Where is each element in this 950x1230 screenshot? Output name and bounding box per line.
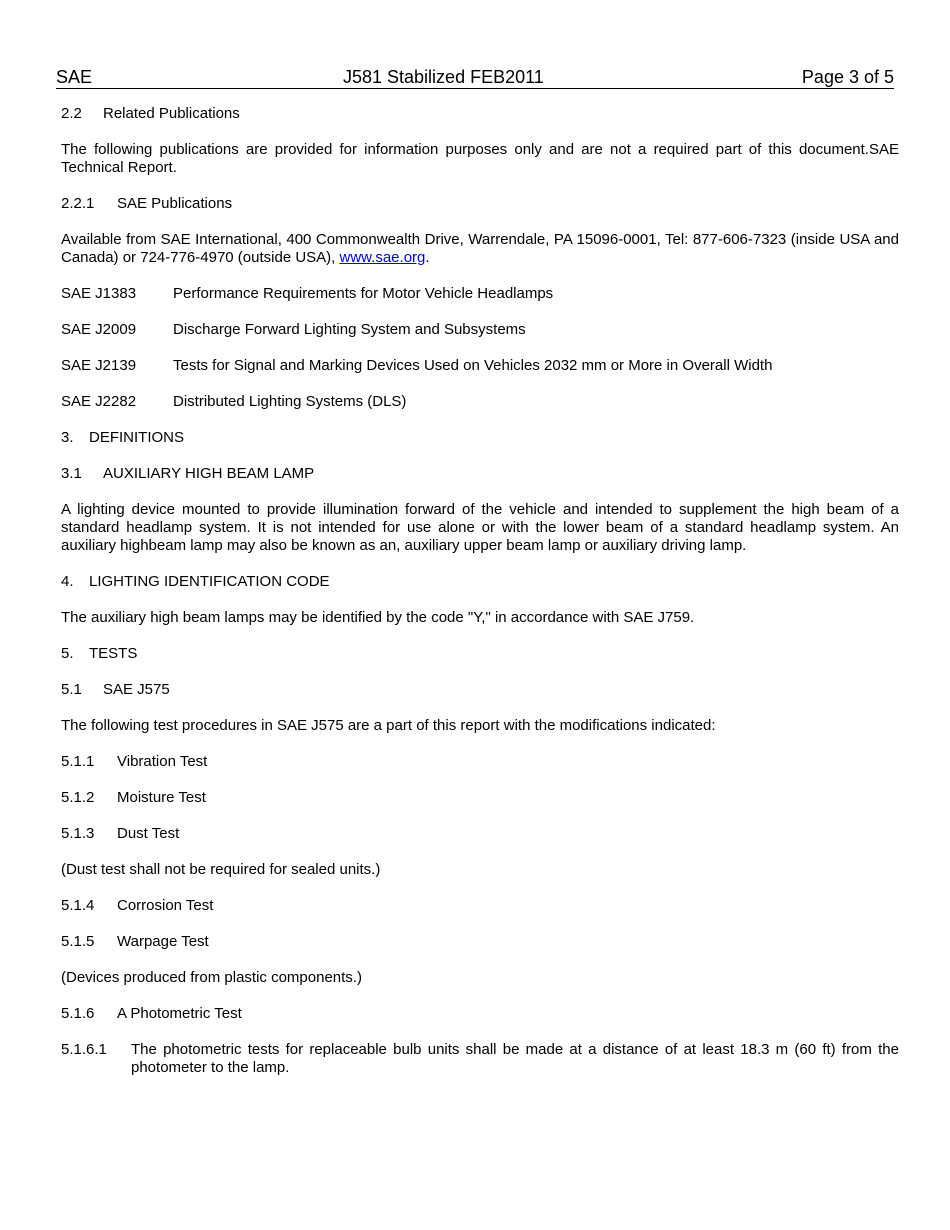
section-number: 5.1.1 [61, 753, 95, 770]
section-heading-5-1-1 [61, 753, 899, 771]
section-title: SAE J575 [103, 681, 170, 698]
reference-code: SAE J2282 [61, 393, 137, 410]
note-warpage-test: (Devices produced from plastic components.) [61, 969, 362, 986]
section-number: 2.2 [61, 105, 82, 122]
reference-code: SAE J2139 [61, 357, 137, 374]
paragraph-related-publications: The following publications are provided for information purposes only and are not a required part of this document.SAE Technical Report. [61, 141, 899, 176]
availability-end: . [425, 249, 430, 266]
section-heading-5-1-3 [61, 825, 899, 843]
section-number: 5.1 [61, 681, 82, 698]
header-doc-id: J581 Stabilized FEB2011 [343, 67, 544, 87]
paragraph-availability [61, 231, 899, 267]
reference-item [61, 321, 899, 339]
paragraph-auxiliary-lamp-definition: A lighting device mounted to provide illumination forward of the vehicle and intended to supplement the high beam of a standard headlamp system. It is not intended for use alone or with the lower beam of a standard headlamp system. An auxiliary highbeam lamp may also be known as an, auxiliary upper beam lamp or auxiliary driving lamp. [61, 501, 899, 554]
reference-title: Tests for Signal and Marking Devices Used on Vehicles 2032 mm or More in Overall Width [173, 357, 773, 374]
section-title: Warpage Test [117, 933, 209, 950]
section-number: 2.2.1 [61, 195, 95, 212]
section-number: 5.1.2 [61, 789, 95, 806]
section-heading-2-2-1 [61, 195, 899, 213]
paragraph-photometric-distance: The photometric tests for replaceable bulb units shall be made at a distance of at least 18.3 m (60 ft) from the photometer to the lamp. [131, 1041, 899, 1076]
section-number: 4. [61, 573, 74, 590]
reference-title: Discharge Forward Lighting System and Subsystems [173, 321, 526, 338]
section-heading-3 [61, 429, 899, 447]
reference-item [61, 285, 899, 303]
section-heading-2-2 [61, 105, 899, 123]
section-title: Corrosion Test [117, 897, 214, 914]
paragraph-identification-code: The auxiliary high beam lamps may be identified by the code "Y," in accordance with SAE J759. [61, 609, 695, 626]
document-body [61, 105, 899, 1077]
section-number: 5.1.6 [61, 1005, 95, 1022]
section-heading-5-1-2 [61, 789, 899, 807]
header-org: SAE [56, 67, 93, 87]
section-heading-4 [61, 573, 899, 591]
section-title: Vibration Test [117, 753, 208, 770]
section-number: 5.1.3 [61, 825, 95, 842]
reference-item [61, 393, 899, 411]
section-title: Moisture Test [117, 789, 206, 806]
section-number: 5. [61, 645, 74, 662]
section-heading-5 [61, 645, 899, 663]
availability-text: Available from SAE International, 400 Commonwealth Drive, Warrendale, PA 15096-0001, Tel: 877-606-7323 (inside USA and Canada) or 724-776-4970 (outside USA), [61, 231, 899, 266]
section-title: AUXILIARY HIGH BEAM LAMP [103, 465, 315, 482]
section-heading-5-1-6 [61, 1005, 899, 1023]
reference-title: Performance Requirements for Motor Vehicle Headlamps [173, 285, 554, 302]
section-title: A Photometric Test [117, 1005, 242, 1022]
section-title: TESTS [89, 645, 138, 662]
section-number: 3.1 [61, 465, 82, 482]
section-number: 5.1.6.1 [61, 1041, 107, 1058]
section-5-1-6-1 [61, 1041, 899, 1077]
reference-code: SAE J1383 [61, 285, 137, 302]
section-heading-5-1-4 [61, 897, 899, 915]
section-title: SAE Publications [117, 195, 233, 212]
section-title: LIGHTING IDENTIFICATION CODE [89, 573, 330, 590]
sae-website-link[interactable]: www.sae.org [339, 249, 426, 266]
section-title: DEFINITIONS [89, 429, 185, 446]
header-page-number: Page 3 of 5 [801, 67, 894, 87]
section-title: Dust Test [117, 825, 180, 842]
note-dust-test: (Dust test shall not be required for sealed units.) [61, 861, 381, 878]
section-heading-3-1 [61, 465, 899, 483]
paragraph-test-procedures: The following test procedures in SAE J575 are a part of this report with the modifications indicated: [61, 717, 716, 734]
section-number: 5.1.4 [61, 897, 95, 914]
section-number: 5.1.5 [61, 933, 95, 950]
page-header [56, 66, 894, 89]
section-title: Related Publications [103, 105, 240, 122]
reference-code: SAE J2009 [61, 321, 137, 338]
section-heading-5-1 [61, 681, 899, 699]
reference-title: Distributed Lighting Systems (DLS) [173, 393, 407, 410]
reference-item [61, 357, 899, 375]
section-number: 3. [61, 429, 74, 446]
section-heading-5-1-5 [61, 933, 899, 951]
